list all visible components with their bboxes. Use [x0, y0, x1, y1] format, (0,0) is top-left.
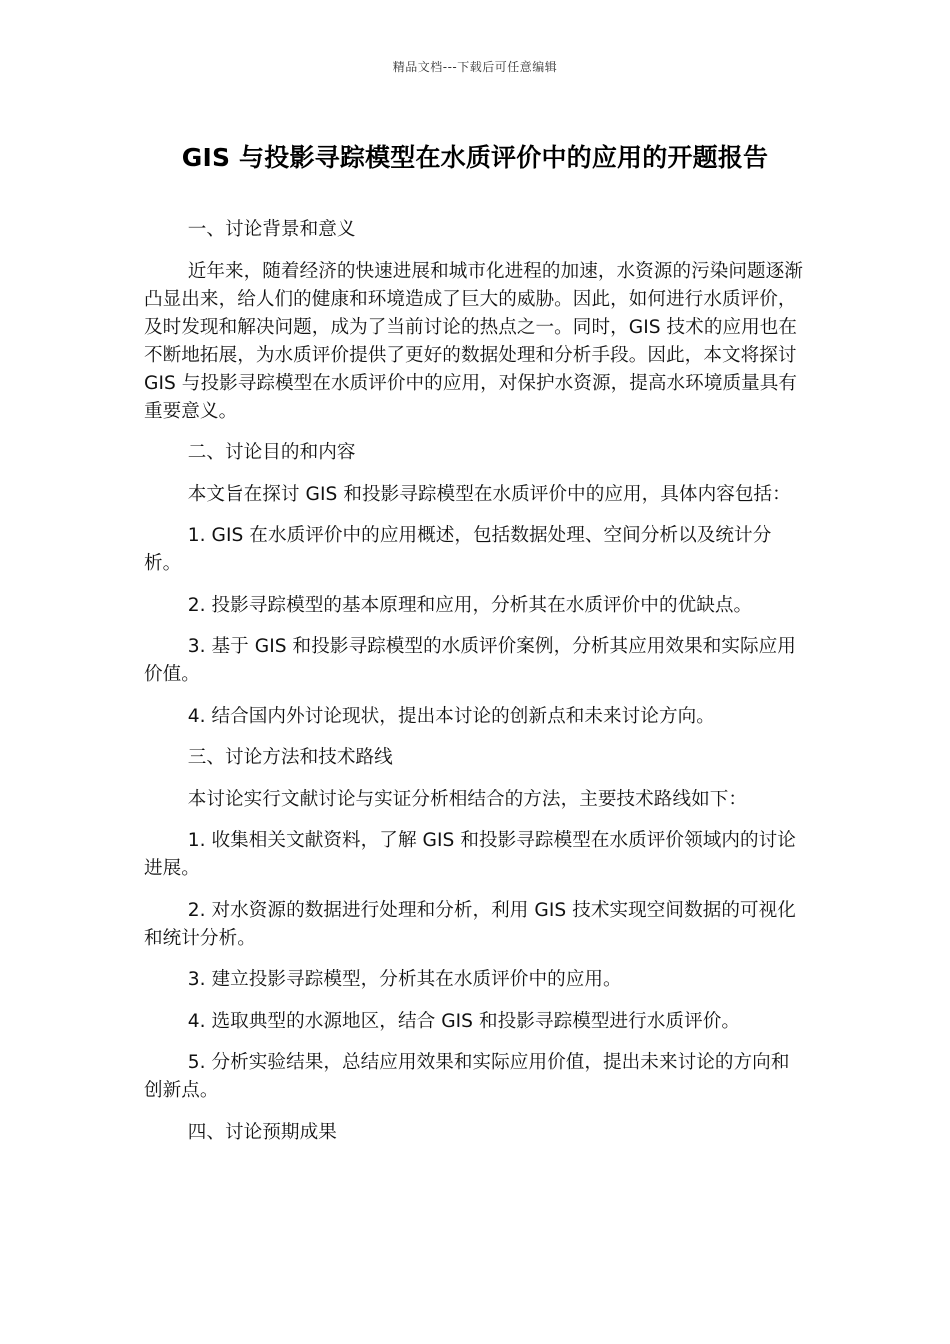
- section-heading-background: 一、讨论背景和意义: [187, 219, 356, 240]
- document-body: [144, 216, 808, 1160]
- list-item-method-2: 2. 对水资源的数据进行处理和分析，利用 GIS 技术实现空间数据的可视化和统计分析。: [144, 899, 796, 949]
- list-item-method-3: 3. 建立投影寻踪模型，分析其在水质评价中的应用。: [187, 969, 622, 990]
- list-item-method-4: 4. 选取典型的水源地区，结合 GIS 和投影寻踪模型进行水质评价。: [187, 1010, 741, 1032]
- paragraph-purpose-intro: 本文旨在探讨 GIS 和投影寻踪模型在水质评价中的应用，具体内容包括：: [187, 483, 791, 505]
- document-title: GIS 与投影寻踪模型在水质评价中的应用的开题报告: [181, 143, 769, 172]
- section-heading-outcomes: 四、讨论预期成果: [187, 1121, 337, 1143]
- section-heading-methods: 三、讨论方法和技术路线: [187, 747, 393, 768]
- header-note: 精品文档---下载后可任意编辑: [392, 60, 558, 74]
- list-item-content-1: 1. GIS 在水质评价中的应用概述，包括数据处理、空间分析以及统计分析。: [144, 525, 772, 574]
- paragraph-methods-intro: 本讨论实行文献讨论与实证分析相结合的方法，主要技术路线如下：: [187, 788, 748, 810]
- list-item-content-2: 2. 投影寻踪模型的基本原理和应用，分析其在水质评价中的优缺点。: [187, 594, 753, 616]
- list-item-method-5: 5. 分析实验结果，总结应用效果和实际应用价值，提出未来讨论的方向和创新点。: [144, 1052, 790, 1101]
- list-item-method-1: 1. 收集相关文献资料，了解 GIS 和投影寻踪模型在水质评价领域内的讨论进展。: [144, 830, 796, 879]
- paragraph-background: 近年来，随着经济的快速进展和城市化进程的加速，水资源的污染问题逐渐凸显出来，给人们的健康和环境造成了巨大的威胁。因此，如何进行水质评价，及时发现和解决问题，成为了当前讨论的热点之一。同时，GIS 技术的应用也在不断地拓展，为水质评价提供了更好的数据处理和分析手段。因此，本文将探讨 GIS 与投影寻踪模型在水质评价中的应用，对保护水资源，提高水环境质量具有重要意义。: [144, 260, 803, 422]
- list-item-content-4: 4. 结合国内外讨论现状，提出本讨论的创新点和未来讨论方向。: [187, 705, 715, 727]
- list-item-content-3: 3. 基于 GIS 和投影寻踪模型的水质评价案例，分析其应用效果和实际应用价值。: [144, 636, 796, 685]
- section-heading-purpose: 二、讨论目的和内容: [187, 442, 356, 463]
